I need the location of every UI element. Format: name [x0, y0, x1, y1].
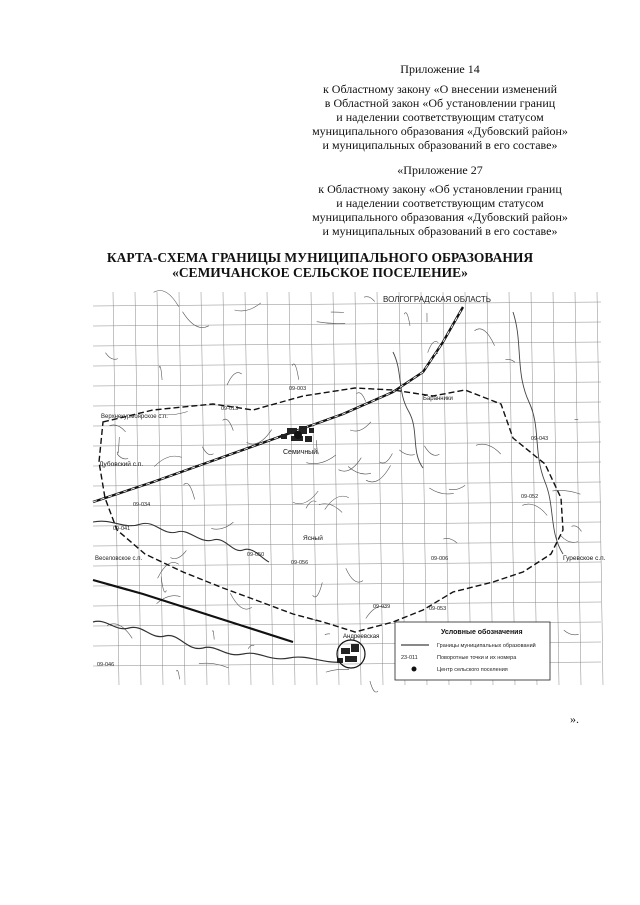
- place-label-dubovsky: Дубовский с.п.: [99, 461, 144, 468]
- law-ref2-line: муниципального образования «Дубовский район»: [312, 210, 568, 224]
- point-label: 09-046: [97, 662, 115, 668]
- place-label-verhnekurmoyarsky: Верхнекурмоярское с.п.: [101, 414, 168, 420]
- point-label: 09-041: [113, 526, 131, 532]
- point-label: 09-006: [431, 556, 449, 562]
- settlement-center-marker: [294, 431, 302, 439]
- place-label-yasny: Ясный: [303, 535, 323, 542]
- point-label: 09-053: [429, 606, 447, 612]
- law-ref2-line: к Областному закону «Об установлении границ: [318, 182, 562, 196]
- law-ref2-line: и наделении соответствующим статусом: [336, 196, 544, 210]
- law-ref-line: и наделении соответствующим статусом: [336, 110, 544, 124]
- law-ref-line: муниципального образования «Дубовский район»: [312, 124, 568, 138]
- place-label-semichny: Семичный: [283, 449, 318, 456]
- law-ref-line: в Областной закон «Об установлении границ: [324, 96, 556, 110]
- legend-center-icon: [412, 667, 417, 672]
- legend-item-label: Границы муниципальных образований: [437, 643, 536, 649]
- map-title-line1: КАРТА-СХЕМА ГРАНИЦЫ МУНИЦИПАЛЬНОГО ОБРАЗОВАНИЯ: [106, 250, 534, 265]
- appendix-14-text: Приложение 14: [400, 62, 480, 76]
- place-label-andreevskaya: Андреевская: [343, 634, 380, 640]
- appendix-14-label: [290, 62, 590, 76]
- appendix-27-text: «Приложение 27: [397, 163, 483, 177]
- map-legend: [395, 622, 550, 680]
- map-title-line2: «СЕМИЧАНСКОЕ СЕЛЬСКОЕ ПОСЕЛЕНИЕ»: [172, 265, 468, 280]
- point-label: 09-056: [291, 560, 309, 566]
- boundary-map: [93, 292, 606, 685]
- point-label: 09-003: [289, 386, 307, 392]
- appendix-27-label: [290, 163, 590, 177]
- place-label-baranniki: Баранники: [423, 396, 453, 402]
- place-label-verhnekurmoyarsky-left: Веселовское с.п.: [95, 556, 143, 562]
- law-reference-block: [290, 82, 590, 152]
- law-ref-line: и муниципальных образований в его составе»: [322, 138, 558, 152]
- region-label: ВОЛГОГРАДСКАЯ ОБЛАСТЬ: [383, 295, 492, 304]
- legend-point-sample: 23-011: [401, 655, 418, 661]
- point-label: 09-039: [373, 604, 391, 610]
- point-label: 09-043: [531, 436, 549, 442]
- point-label: 09-050: [247, 552, 265, 558]
- legend-item-label: Поворотные точки и их номера: [437, 655, 517, 661]
- legend-title: Условные обозначения: [441, 629, 523, 636]
- place-label-gurevskoe: Гуревское с.п.: [563, 555, 606, 562]
- point-label: 09-013: [221, 406, 239, 412]
- law-reference-block-2: [290, 182, 590, 238]
- legend-item-label: Центр сельского поселения: [437, 667, 508, 673]
- point-label: 09-034: [133, 502, 151, 508]
- law-ref-line: к Областному закону «О внесении изменений: [322, 82, 558, 96]
- law-ref2-line: и муниципальных образований в его составе»: [322, 224, 558, 238]
- closing-quote-mark: ».: [570, 712, 579, 726]
- point-label: 09-052: [521, 494, 539, 500]
